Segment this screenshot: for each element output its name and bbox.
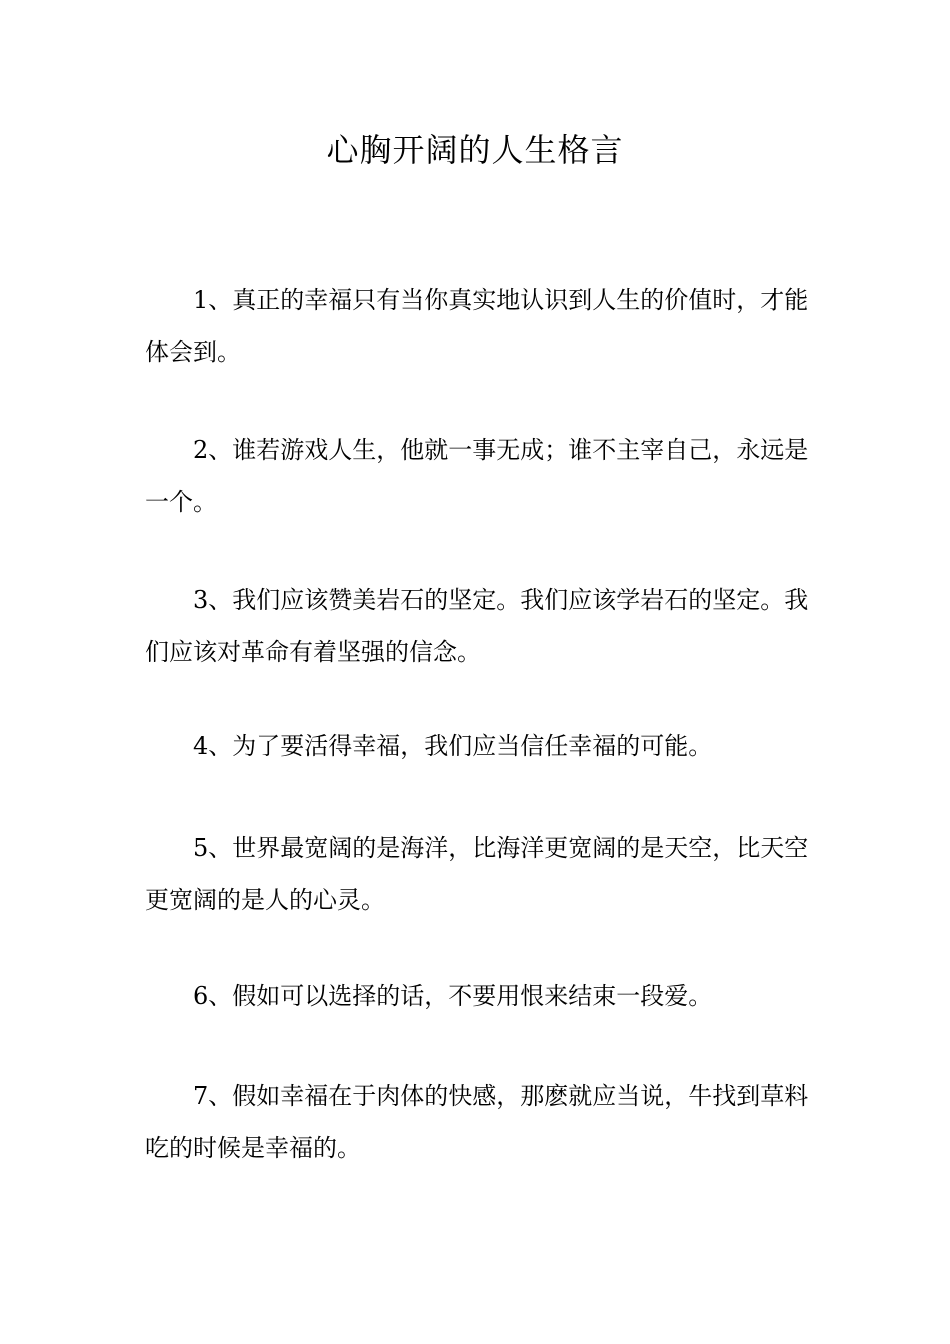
quote-paragraph: 1、真正的幸福只有当你真实地认识到人生的价值时，才能体会到。	[145, 286, 809, 366]
document-title: 心胸开阔的人生格言	[326, 131, 624, 169]
quote-paragraph: 6、假如可以选择的话，不要用恨来结束一段爱。	[193, 982, 713, 1010]
quote-paragraph: 7、假如幸福在于肉体的快感，那麽就应当说，牛找到草料吃的时候是幸福的。	[145, 1082, 809, 1162]
quote-paragraph: 2、谁若游戏人生，他就一事无成；谁不主宰自己，永远是一个。	[145, 436, 809, 516]
quote-paragraph: 5、世界最宽阔的是海洋，比海洋更宽阔的是天空，比天空更宽阔的是人的心灵。	[145, 834, 809, 914]
quote-paragraph: 3、我们应该赞美岩石的坚定。我们应该学岩石的坚定。我们应该对革命有着坚强的信念。	[145, 586, 809, 666]
quote-paragraph: 4、为了要活得幸福，我们应当信任幸福的可能。	[193, 732, 713, 760]
